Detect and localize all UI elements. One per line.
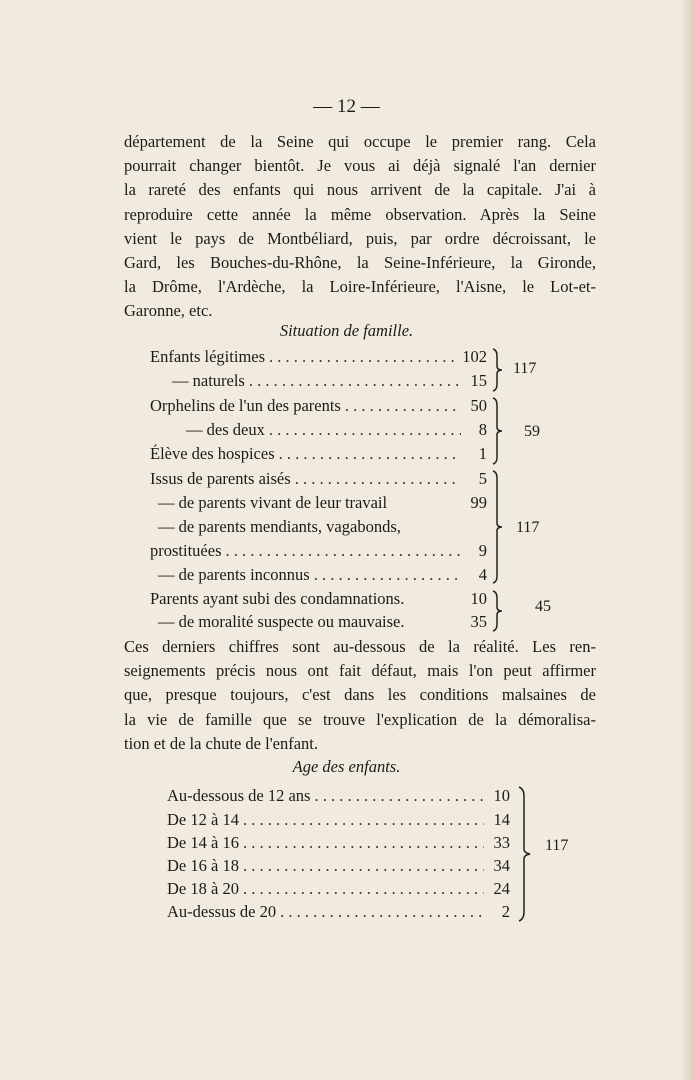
row-value: 35 bbox=[470, 612, 487, 631]
table-row bbox=[186, 420, 487, 440]
text-line: seignements précis nous ont fait défaut, mais l'on peut affirmer bbox=[124, 661, 596, 681]
text-line: Garonne, etc. bbox=[124, 301, 213, 321]
text-line: pourrait changer bientôt. Je vous ai déjà signalé l'an dernier bbox=[124, 156, 596, 176]
brace-ages bbox=[513, 786, 535, 922]
group-total: 59 bbox=[524, 423, 540, 440]
group-total: 117 bbox=[513, 360, 537, 377]
group-total: 117 bbox=[516, 519, 540, 536]
paragraph-intro bbox=[124, 130, 596, 324]
table-row bbox=[167, 856, 510, 876]
row-value: 24 bbox=[493, 879, 510, 898]
row-label: Élève des hospices bbox=[150, 444, 275, 463]
brace-group-1 bbox=[490, 348, 506, 392]
row-value: 10 bbox=[470, 589, 487, 608]
row-label: — des deux bbox=[186, 420, 265, 439]
text-line: Gard, les Bouches-du-Rhône, la Seine-Inférieure, la Gironde, bbox=[124, 253, 596, 273]
table-row bbox=[150, 469, 487, 489]
row-value: 5 bbox=[478, 469, 487, 488]
row-value: 8 bbox=[478, 420, 487, 439]
row-label: Au-dessous de 12 ans bbox=[167, 786, 311, 805]
row-label: De 18 à 20 bbox=[167, 879, 239, 898]
row-value: 33 bbox=[493, 833, 510, 852]
text-line: département de la Seine qui occupe le premier rang. Cela bbox=[124, 132, 596, 151]
group-total: 45 bbox=[535, 598, 551, 615]
section-title-situation: Situation de famille. bbox=[279, 321, 414, 340]
text-line: la Drôme, l'Ardèche, la Loire-Inférieure, l'Aisne, le Lot-et- bbox=[124, 277, 596, 297]
row-value: 15 bbox=[470, 371, 487, 390]
table-row bbox=[158, 493, 487, 513]
text-line: Ces derniers chiffres sont au-dessous de la réalité. Les ren- bbox=[124, 637, 596, 656]
table-row bbox=[150, 541, 487, 561]
text-line: la vie de famille que se trouve l'explication de la démoralisa- bbox=[124, 709, 596, 729]
row-value: 4 bbox=[478, 565, 487, 584]
row-value: 34 bbox=[493, 856, 510, 875]
row-label: — de moralité suspecte ou mauvaise. bbox=[158, 612, 405, 631]
row-label: Enfants légitimes bbox=[150, 347, 266, 366]
row-label: De 16 à 18 bbox=[167, 856, 239, 875]
table-row bbox=[150, 444, 487, 464]
row-value: 14 bbox=[493, 810, 510, 829]
table-row bbox=[158, 517, 487, 537]
row-value: 2 bbox=[501, 902, 510, 921]
row-label: — de parents inconnus bbox=[158, 565, 310, 584]
row-value: 1 bbox=[478, 444, 487, 463]
brace-group-4 bbox=[490, 590, 506, 632]
table-row bbox=[150, 589, 487, 609]
table-row bbox=[167, 833, 510, 853]
row-value: 9 bbox=[478, 541, 487, 560]
brace-group-2 bbox=[490, 397, 506, 465]
text-line: la rareté des enfants qui nous arrivent de la capitale. J'ai à bbox=[124, 180, 596, 200]
row-value: 99 bbox=[470, 493, 487, 512]
row-value: 102 bbox=[462, 347, 487, 366]
page-edge-shadow bbox=[679, 0, 693, 1080]
paragraph-remarks bbox=[124, 635, 596, 756]
brace-group-3 bbox=[490, 470, 506, 584]
table-row bbox=[150, 347, 487, 367]
table-row bbox=[167, 879, 510, 899]
section-title-ages: Age des enfants. bbox=[292, 757, 401, 776]
row-value: 10 bbox=[493, 786, 510, 805]
row-value: 50 bbox=[470, 396, 487, 415]
row-label: Parents ayant subi des condamnations. bbox=[150, 589, 405, 608]
row-label: — de parents vivant de leur travail bbox=[158, 493, 388, 512]
text-line: que, presque toujours, c'est dans les conditions malsaines de bbox=[124, 685, 596, 705]
table-row bbox=[167, 786, 510, 806]
row-label: prostituées bbox=[150, 541, 222, 560]
text-line: vient le pays de Montbéliard, puis, par ordre décroissant, le bbox=[124, 228, 596, 248]
row-label: — de parents mendiants, vagabonds, bbox=[158, 517, 401, 536]
table-row bbox=[158, 612, 487, 632]
row-label: Issus de parents aisés bbox=[150, 469, 291, 488]
ages-total: 117 bbox=[545, 837, 569, 854]
row-label: De 14 à 16 bbox=[167, 833, 239, 852]
table-row bbox=[167, 902, 510, 922]
row-label: Orphelins de l'un des parents bbox=[150, 396, 341, 415]
table-row bbox=[150, 396, 487, 416]
row-label: De 12 à 14 bbox=[167, 810, 239, 829]
text-line: tion et de la chute de l'enfant. bbox=[124, 733, 319, 753]
text-line: reproduire cette année la même observation. Après la Seine bbox=[124, 204, 596, 224]
table-row bbox=[167, 810, 510, 830]
row-label: Au-dessus de 20 bbox=[167, 902, 277, 921]
page-number: — 12 — bbox=[313, 96, 380, 117]
table-row bbox=[172, 371, 487, 391]
row-label: — naturels bbox=[172, 371, 245, 390]
table-row bbox=[158, 565, 487, 585]
